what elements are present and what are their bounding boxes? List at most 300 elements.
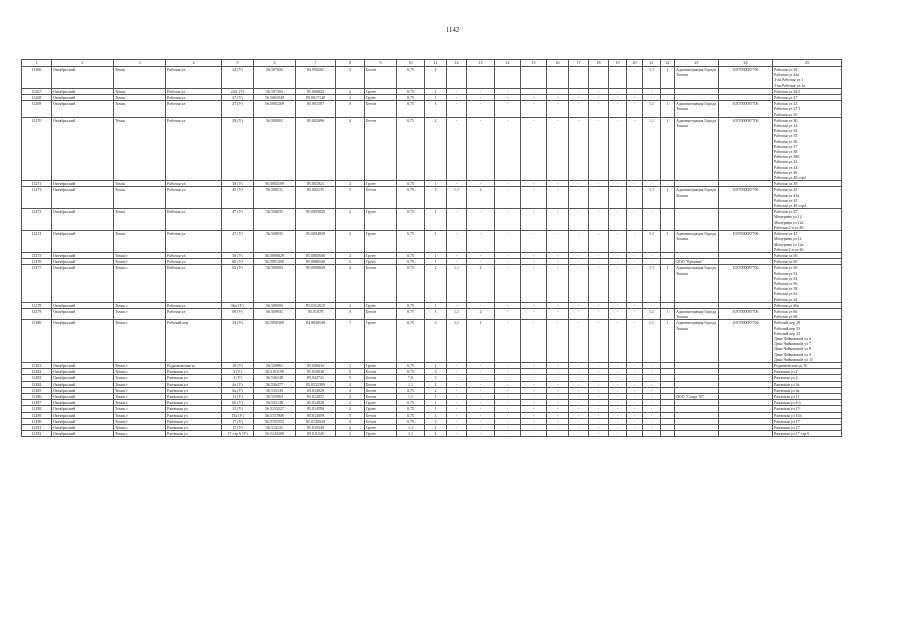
cell-k: 3 (425, 101, 447, 118)
cell-c9: - (495, 425, 521, 431)
cell-c: Томск г (114, 308, 166, 319)
cell-h: 56 (У) (222, 252, 254, 258)
cell-c17: 1 (661, 101, 675, 118)
cell-x: - (467, 369, 495, 375)
cell-x: - (467, 381, 495, 387)
cell-c15: - (627, 101, 643, 118)
cell-addresses (773, 209, 842, 231)
cell-c9: - (495, 406, 521, 412)
address-line: Рабочая ул 37 (774, 143, 798, 149)
cell-c9: - (495, 95, 521, 101)
cell-c13: - (589, 302, 609, 308)
cell-h: 16 (У) (222, 362, 254, 368)
cell-c14: - (609, 320, 627, 363)
cell-b: - (447, 381, 467, 387)
cell-h: 68 (У) (222, 308, 254, 319)
cell-h: 66а (У) (222, 302, 254, 308)
address-line: Рабочая ул 39 (774, 181, 798, 187)
address-line: Рабочая ул 24 (774, 67, 798, 72)
cell-k: 3 (425, 375, 447, 381)
header-cell: 2 (52, 60, 114, 67)
cell-d: Октябрьский (52, 209, 114, 231)
cell-v: 0,75 (397, 231, 425, 253)
address-line: Рабочая ул 48 стр4 (774, 203, 806, 209)
cell-q: 4 (336, 265, 365, 302)
cell-k: 1 (425, 393, 447, 399)
cell-ogrn: 1037000087706 (719, 231, 773, 253)
cell-n: 11266 (22, 67, 52, 89)
cell-d: Октябрьский (52, 369, 114, 375)
table-row (22, 308, 842, 319)
cell-lat: 56.535148 (254, 400, 296, 406)
cell-x: 2 (467, 308, 495, 319)
cell-v: 0,75 (397, 252, 425, 258)
cell-s: Ржевская ул (166, 418, 222, 424)
cell-c15: - (627, 431, 643, 437)
cell-c9: - (495, 381, 521, 387)
cell-n: 11271 (22, 181, 52, 187)
cell-c: Томск (114, 187, 166, 209)
cell-c16: - (643, 181, 661, 187)
cell-c13: - (589, 393, 609, 399)
cell-v: 0,75 (397, 369, 425, 375)
cell-v: 0,75 (397, 88, 425, 94)
cell-c11: - (547, 181, 569, 187)
cell-c17: 1 (661, 320, 675, 363)
cell-m: Бетон (365, 387, 397, 393)
cell-c11: - (547, 209, 569, 231)
cell-c13: - (589, 231, 609, 253)
cell-c13: - (589, 95, 609, 101)
address-line: Рабочая ул 48 стр2 (774, 175, 806, 181)
address-line: Мичурина ул 12а (774, 241, 804, 247)
cell-c: Томск (114, 117, 166, 180)
cell-c12: - (569, 425, 589, 431)
cell-org (675, 209, 719, 231)
cell-c12: - (569, 381, 589, 387)
cell-c16: - (643, 209, 661, 231)
cell-s: Рабочая ул (166, 67, 222, 89)
cell-d: Октябрьский (52, 231, 114, 253)
cell-c15: - (627, 412, 643, 418)
cell-h: 28 (У) (222, 117, 254, 180)
address-line: Ржевская ул 15а (774, 412, 802, 418)
cell-c13: - (589, 418, 609, 424)
cell-c11: - (547, 231, 569, 253)
cell-c: Томск г (114, 259, 166, 265)
cell-c15: - (627, 362, 643, 368)
cell-c12: - (569, 187, 589, 209)
cell-b: - (447, 369, 467, 375)
cell-m: Бетон (365, 101, 397, 118)
cell-s: Ржевская ул (166, 393, 222, 399)
cell-b: - (447, 393, 467, 399)
cell-k: 3 (425, 308, 447, 319)
cell-d: Октябрьский (52, 381, 114, 387)
cell-b: - (447, 425, 467, 431)
cell-addresses (773, 231, 842, 253)
cell-lat: 56.535149 (254, 387, 296, 393)
cell-c15: - (627, 117, 643, 180)
cell-s: Рабочая ул (166, 231, 222, 253)
cell-n: 11287 (22, 400, 52, 406)
cell-c12: - (569, 387, 589, 393)
cell-c14: - (609, 101, 627, 118)
cell-c10: - (521, 252, 547, 258)
cell-m: Грунт (365, 431, 397, 437)
cell-c15: - (627, 252, 643, 258)
cell-k: 1 (425, 252, 447, 258)
cell-lat: 56.509583 (254, 265, 296, 302)
address-line: Дачи Чайковской ул 9 (774, 351, 812, 357)
cell-k: 2 (425, 117, 447, 180)
cell-n: 11282 (22, 369, 52, 375)
cell-lat: 56.529961 (254, 362, 296, 368)
cell-c10: - (521, 369, 547, 375)
cell-c15: - (627, 302, 643, 308)
cell-c10: - (521, 381, 547, 387)
cell-v: 0,75 (397, 265, 425, 302)
cell-d: Октябрьский (52, 425, 114, 431)
cell-c15: - (627, 265, 643, 302)
cell-c16: - (643, 369, 661, 375)
cell-c14: - (609, 88, 627, 94)
cell-c: Томск г (114, 418, 166, 424)
address-line: Рабочая ул 47 (774, 209, 798, 215)
cell-lat: 56.509941 (254, 308, 296, 319)
cell-lat: 56.507493 (254, 88, 296, 94)
cell-c11: - (547, 425, 569, 431)
cell-k: 2 (425, 67, 447, 89)
cell-ogrn: 1037000087706 (719, 265, 773, 302)
address-line: Рабочая ул 38б (774, 154, 800, 160)
cell-n: 11288 (22, 406, 52, 412)
cell-c14: - (609, 369, 627, 375)
cell-c11: - (547, 418, 569, 424)
cell-h: 2 (У) (222, 369, 254, 375)
cell-c: Томск г (114, 431, 166, 437)
cell-k: 1 (425, 431, 447, 437)
cell-c13: - (589, 88, 609, 94)
cell-d: Октябрьский (52, 418, 114, 424)
header-cell: 24 (719, 60, 773, 67)
cell-c10: - (521, 431, 547, 437)
address-line: Ржевская ул 2 (774, 375, 798, 381)
cell-c17: 1 (661, 117, 675, 180)
cell-c11: - (547, 308, 569, 319)
address-line: Рабочая ул 64 (774, 296, 798, 302)
cell-h: 60 (У) (222, 259, 254, 265)
cell-s: Рабочая ул (166, 101, 222, 118)
cell-m: Грунт (365, 252, 397, 258)
header-cell: 23 (675, 60, 719, 67)
cell-lat: 56.5143269 (254, 431, 296, 437)
cell-k: 1 (425, 231, 447, 253)
cell-lat: 56.506835 (254, 209, 296, 231)
cell-c12 (569, 67, 589, 89)
cell-org (675, 431, 719, 437)
cell-org: Администрация Города Томска (675, 101, 719, 118)
cell-c10: - (521, 362, 547, 368)
cell-v: 1,1 (397, 431, 425, 437)
cell-n: 11274 (22, 231, 52, 253)
cell-b (447, 67, 467, 89)
cell-lon: 85.019349 (296, 425, 336, 431)
cell-d: Октябрьский (52, 431, 114, 437)
cell-s: Рабочая ул (166, 88, 222, 94)
cell-q: 2 (336, 231, 365, 253)
cell-c15: - (627, 381, 643, 387)
cell-c13: - (589, 406, 609, 412)
address-line: Рабочая ул 43 (774, 187, 798, 193)
cell-c16: - (643, 362, 661, 368)
cell-m: Бетон (365, 393, 397, 399)
cell-x: - (467, 418, 495, 424)
cell-c12: - (569, 302, 589, 308)
cell-c12: - (569, 406, 589, 412)
cell-c: Томск (114, 101, 166, 118)
cell-c11: - (547, 412, 569, 418)
cell-c10: - (521, 418, 547, 424)
cell-c13: - (589, 381, 609, 387)
cell-lat: 56.5065269 (254, 101, 296, 118)
cell-c12: - (569, 308, 589, 319)
cell-c9: - (495, 252, 521, 258)
cell-q: 5 (336, 308, 365, 319)
cell-x: - (467, 95, 495, 101)
cell-h: 24 (У) (222, 67, 254, 89)
cell-c13: - (589, 252, 609, 258)
cell-d: Октябрьский (52, 375, 114, 381)
cell-c10: - (521, 400, 547, 406)
cell-d: Октябрьский (52, 265, 114, 302)
cell-h: 15а (У) (222, 412, 254, 418)
cell-n: 11270 (22, 117, 52, 180)
cell-h: 17 (У) (222, 425, 254, 431)
cell-lat: 56.514131 (254, 425, 296, 431)
cell-x: - (467, 302, 495, 308)
cell-b: 1,1 (447, 187, 467, 209)
cell-c10: - (521, 88, 547, 94)
cell-c9: - (495, 187, 521, 209)
cell-d: Октябрьский (52, 95, 114, 101)
cell-c11: - (547, 381, 569, 387)
cell-v: 0,75 (397, 101, 425, 118)
header-cell: 9 (365, 60, 397, 67)
cell-c: Томск г (114, 425, 166, 431)
cell-org: Администрация Города Томска (675, 320, 719, 363)
address-line: Рабочая ул 60 (774, 259, 798, 265)
cell-m: Бетон (365, 369, 397, 375)
cell-s: Рабочая ул (166, 308, 222, 319)
cell-lon: 85.0086540 (296, 259, 336, 265)
cell-c12: - (569, 362, 589, 368)
cell-m: Грунт (365, 259, 397, 265)
cell-c15: - (627, 181, 643, 187)
cell-c15: - (627, 369, 643, 375)
header-cell: 21 (643, 60, 661, 67)
cell-c13: - (589, 431, 609, 437)
cell-k: 1 (425, 400, 447, 406)
cell-x: - (467, 252, 495, 258)
cell-lon: 84.9840549 (296, 320, 336, 363)
cell-c9: - (495, 387, 521, 393)
header-cell: 8 (336, 60, 365, 67)
cell-ogrn: 1037000087706 (719, 187, 773, 209)
address-line: Ржевская ул 2 (774, 369, 798, 375)
cell-c: Томск г (114, 320, 166, 363)
cell-s: Ржевская ул (166, 381, 222, 387)
cell-c9: - (495, 375, 521, 381)
cell-c9: - (495, 209, 521, 231)
cell-v: 0,75 (397, 302, 425, 308)
cell-k: 3 (425, 369, 447, 375)
cell-c12: - (569, 265, 589, 302)
cell-c11: - (547, 431, 569, 437)
cell-c12: - (569, 88, 589, 94)
cell-c11: - (547, 375, 569, 381)
cell-c: Томск г (114, 387, 166, 393)
cell-c13: - (589, 320, 609, 363)
cell-lon: 85.0085600 (296, 252, 336, 258)
header-cell: 15 (521, 60, 547, 67)
cell-v: 0,75 (397, 308, 425, 319)
address-line: Рабочая ул 24/1 (774, 88, 801, 94)
cell-lon: 85.001821 (296, 181, 336, 187)
cell-c10 (521, 67, 547, 89)
cell-addresses (773, 431, 842, 437)
cell-n: 11286 (22, 393, 52, 399)
cell-c: Томск г (114, 400, 166, 406)
cell-c11 (547, 67, 569, 89)
address-line: Рабочий пер 35 (774, 330, 801, 336)
cell-c14: - (609, 187, 627, 209)
cell-lon: 85.0094929 (296, 209, 336, 231)
cell-h: 39 (У) (222, 181, 254, 187)
cell-c13: - (589, 400, 609, 406)
cell-lat: 56.5157849 (254, 412, 296, 418)
cell-v: 0,75 (397, 400, 425, 406)
cell-q: 7 (336, 320, 365, 363)
cell-c: Томск г (114, 393, 166, 399)
cell-h: 4а (У) (222, 381, 254, 387)
address-line: Рабочая ул 30 (774, 117, 798, 123)
table-row (22, 67, 842, 89)
cell-d: Октябрьский (52, 406, 114, 412)
cell-addresses (773, 187, 842, 209)
cell-ogrn: 1037000087706 (719, 308, 773, 319)
cell-b: 1,1 (447, 265, 467, 302)
cell-c14: - (609, 375, 627, 381)
cell-v: 0,75 (397, 117, 425, 180)
cell-c17: 1 (661, 187, 675, 209)
header-cell: 7 (296, 60, 336, 67)
cell-n: 11292 (22, 431, 52, 437)
cell-q: 5 (336, 101, 365, 118)
address-line: Рабочая ул 44 (774, 164, 798, 170)
cell-m: Грунт (365, 209, 397, 231)
cell-c13: - (589, 117, 609, 180)
cell-h: 17 (У) (222, 418, 254, 424)
cell-c13: - (589, 265, 609, 302)
cell-s: Родионовская ул (166, 362, 222, 368)
cell-c13: - (589, 362, 609, 368)
cell-v: 0,75 (397, 320, 425, 363)
cell-c14: - (609, 181, 627, 187)
cell-q: 2 (336, 431, 365, 437)
cell-c: Томск (114, 231, 166, 253)
cell-c17: 1 (661, 265, 675, 302)
cell-c14: - (609, 425, 627, 431)
cell-lon: 85.014059 (296, 412, 336, 418)
cell-q: 4 (336, 418, 365, 424)
address-line: Рабочая ул 58 (774, 286, 798, 292)
cell-c16: - (643, 302, 661, 308)
header-cell: 22 (661, 60, 675, 67)
cell-c10: - (521, 259, 547, 265)
cell-c9: - (495, 231, 521, 253)
address-line: Рабочая ул 54 (774, 275, 798, 281)
cell-c16: - (643, 412, 661, 418)
cell-c14: - (609, 209, 627, 231)
cell-c9: - (495, 369, 521, 375)
cell-n: 11279 (22, 308, 52, 319)
cell-c: Томск (114, 95, 166, 101)
cell-c12: - (569, 393, 589, 399)
cell-v: 0,75 (397, 406, 425, 412)
cell-c15: - (627, 418, 643, 424)
cell-m: Грунт (365, 406, 397, 412)
cell-s: Ржевская ул (166, 425, 222, 431)
cell-lon: 84.958282 (296, 67, 336, 89)
cell-v: 7,6 (397, 375, 425, 381)
address-line: Ржевская ул 17 (774, 418, 800, 424)
cell-lon: 85.014929 (296, 387, 336, 393)
cell-b: - (447, 387, 467, 393)
cell-c14: - (609, 265, 627, 302)
cell-d: Октябрьский (52, 320, 114, 363)
cell-d: Октябрьский (52, 67, 114, 89)
address-line: Рабочая ул 27 (774, 95, 798, 101)
cell-c: Томск г (114, 362, 166, 368)
cell-c15: - (627, 320, 643, 363)
cell-c15: - (627, 393, 643, 399)
cell-n: 11283 (22, 375, 52, 381)
cell-h: 6б (У) (222, 400, 254, 406)
cell-m: Бетон (365, 418, 397, 424)
cell-c: Томск г (114, 265, 166, 302)
cell-s: Рабочая ул (166, 181, 222, 187)
cell-d: Октябрьский (52, 393, 114, 399)
cell-org: Администрация Города Томска (675, 265, 719, 302)
address-line: Ржевская ул 4а (774, 381, 800, 387)
cell-s: Ржевская ул (166, 431, 222, 437)
cell-c14 (609, 67, 627, 89)
cell-c15: - (627, 95, 643, 101)
cell-h: 47 (У) (222, 231, 254, 253)
header-cell: 3 (114, 60, 166, 67)
cell-c16: 1,1 (643, 320, 661, 363)
address-line: Рабочая ул 52 (774, 270, 798, 276)
address-line: Рабочая ул 38 (774, 149, 798, 155)
cell-c: Томск г (114, 302, 166, 308)
cell-d: Октябрьский (52, 412, 114, 418)
cell-b: - (447, 259, 467, 265)
cell-c11: - (547, 187, 569, 209)
cell-c15: - (627, 387, 643, 393)
cell-c13: - (589, 101, 609, 118)
cell-ogrn: 1037000087706 (719, 320, 773, 363)
